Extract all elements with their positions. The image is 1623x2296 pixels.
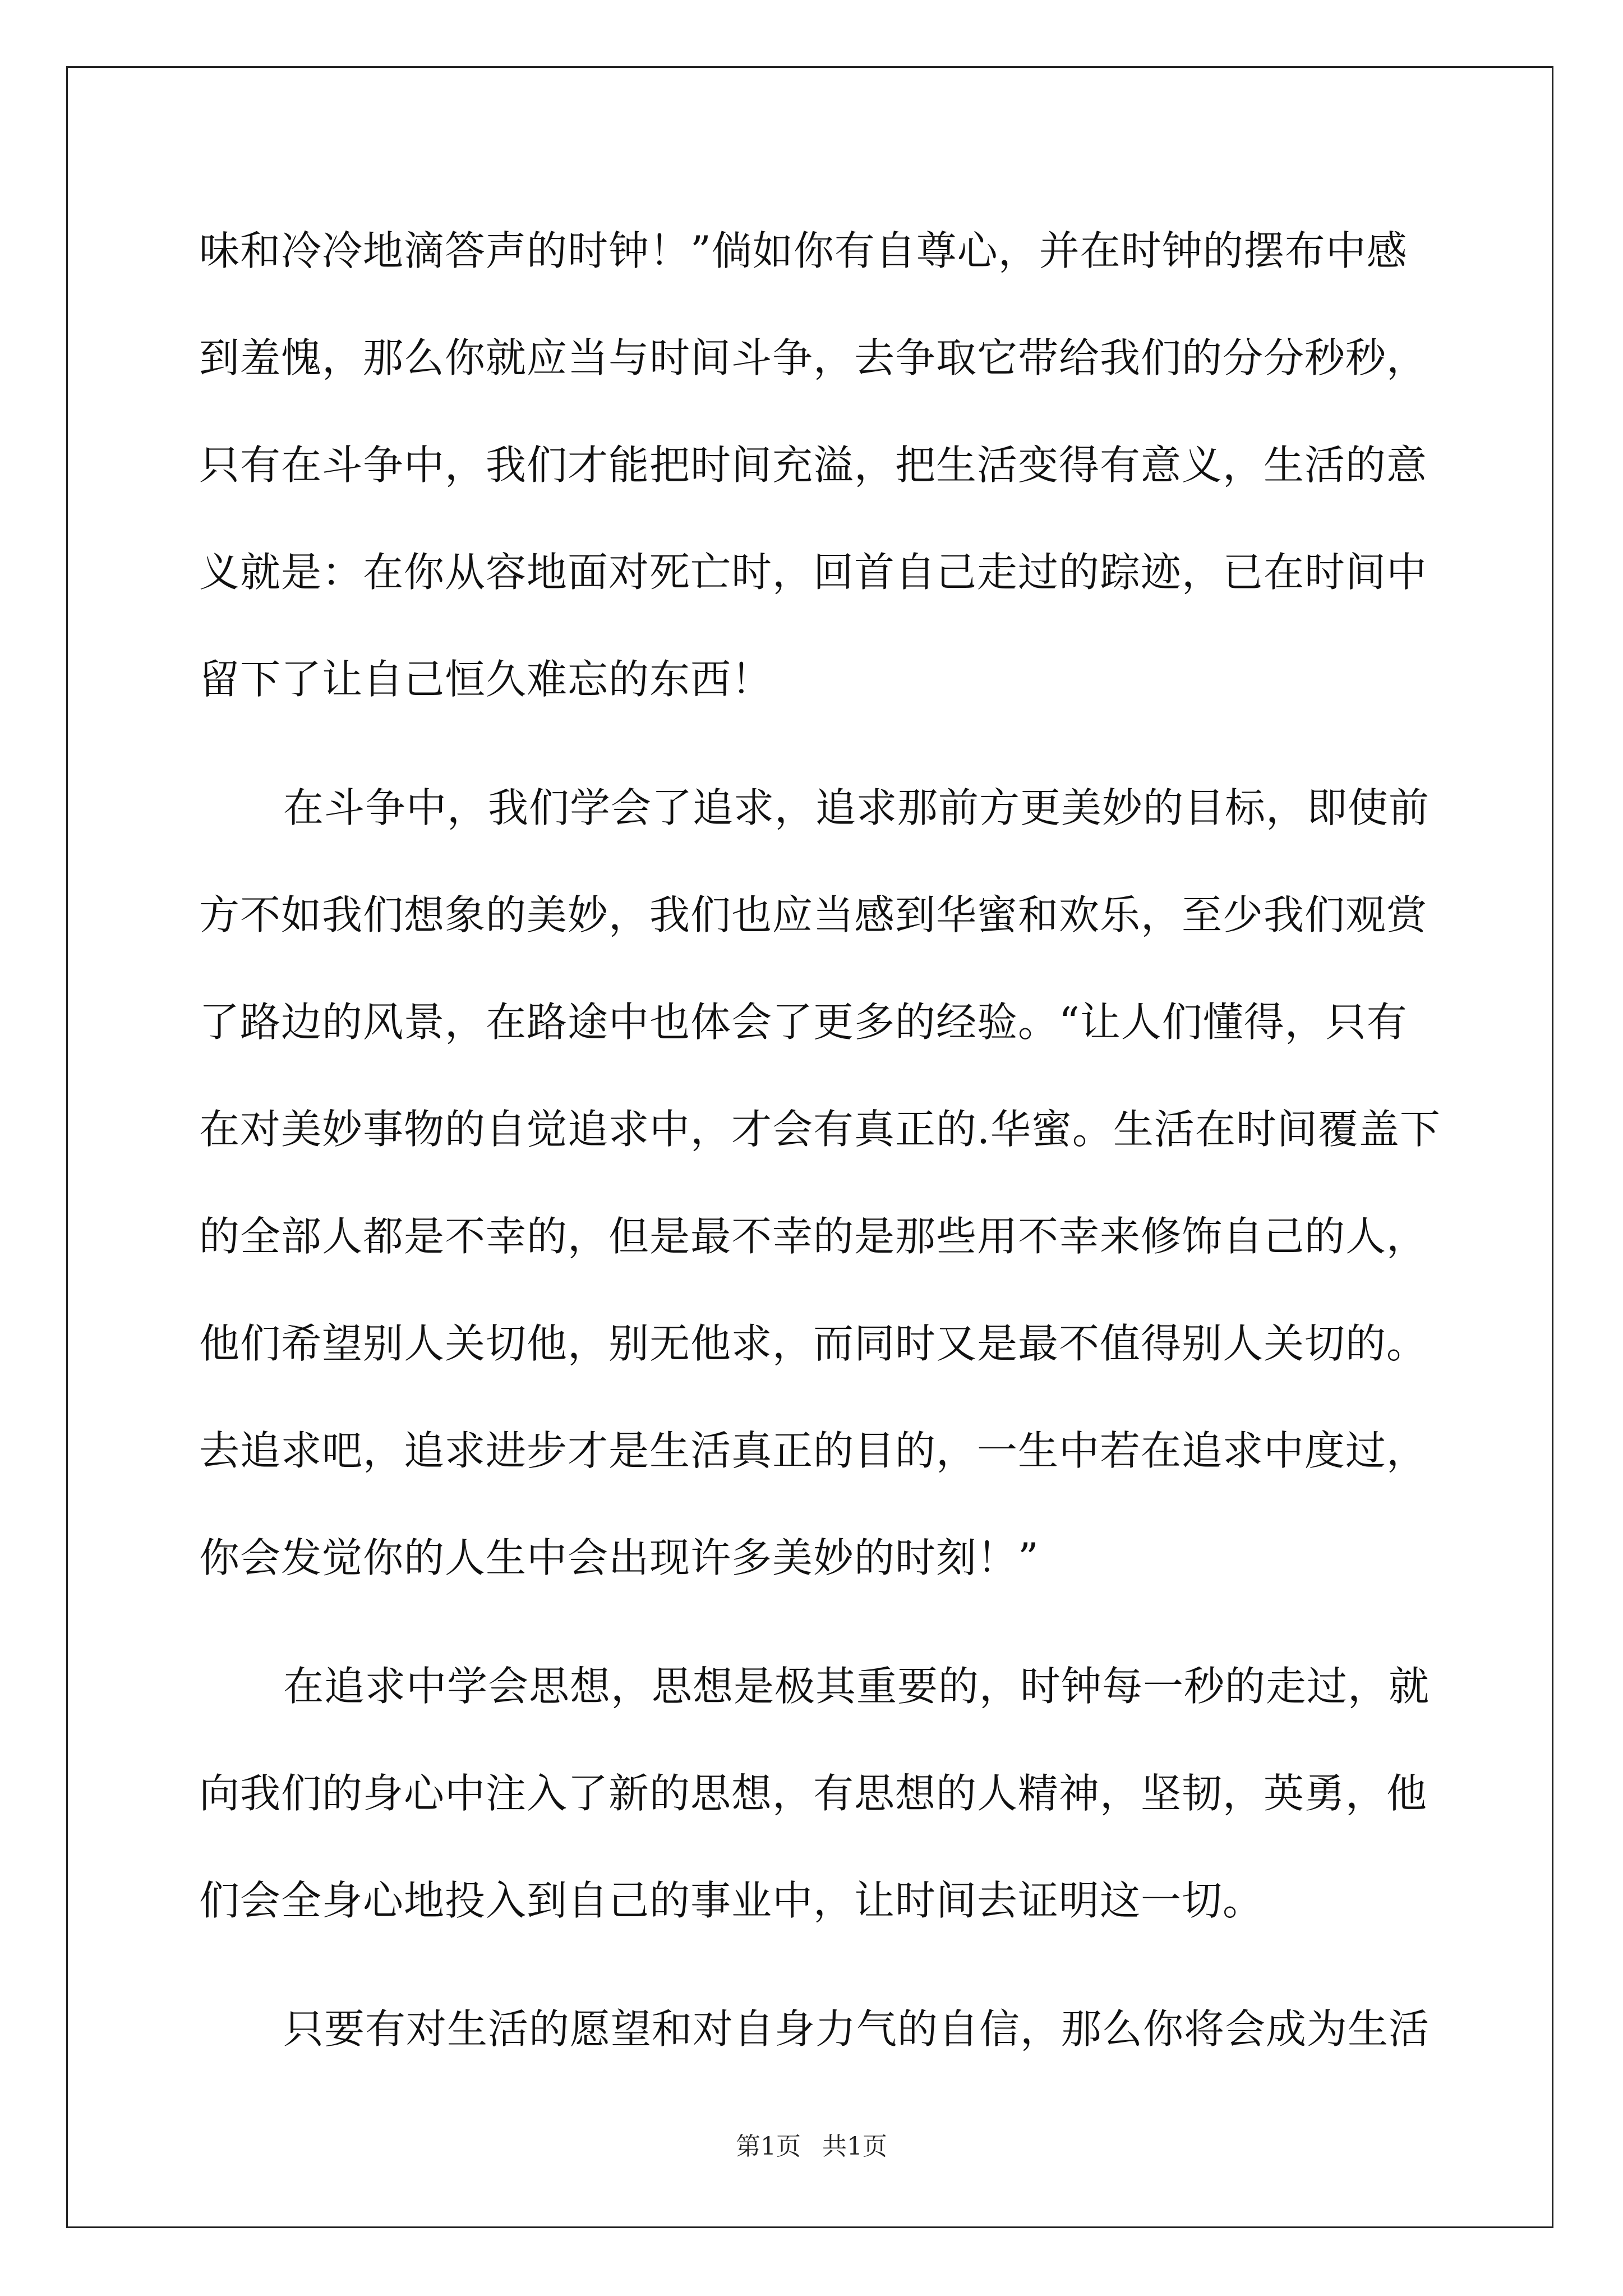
text-line: 只有在斗争中，我们才能把时间充溢，把生活变得有意义，生活的意 — [199, 441, 1428, 489]
text-line: 了路边的风景，在路途中也体会了更多的经验。“让人们懂得，只有 — [199, 999, 1408, 1046]
text-line: 在对美妙事物的自觉追求中，才会有真正的.华蜜。生活在时间覆盖下 — [199, 1106, 1441, 1153]
text-line: 去追求吧，追求进步才是生活真正的目的，一生中若在追求中度过， — [199, 1427, 1428, 1474]
text-line: 们会全身心地投入到自己的事业中，让时间去证明这一切。 — [199, 1877, 1264, 1924]
text-line: 到羞愧，那么你就应当与时间斗争，去争取它带给我们的分分秒秒， — [199, 334, 1428, 381]
text-line: 在追求中学会思想，思想是极其重要的，时钟每一秒的走过，就 — [283, 1663, 1430, 1710]
page-footer — [0, 2126, 1623, 2162]
document-body — [199, 197, 1441, 2083]
page-number: 第1页 — [736, 2132, 801, 2161]
text-line: 只要有对生活的愿望和对自身力气的自信，那么你将会成为生活 — [283, 2005, 1430, 2053]
text-line: 方不如我们想象的美妙，我们也应当感到华蜜和欢乐，至少我们观赏 — [199, 891, 1428, 938]
page-total: 共1页 — [822, 2132, 887, 2161]
text-line: 义就是：在你从容地面对死亡时，回首自己走过的踪迹，已在时间中 — [199, 549, 1428, 596]
text-line: 味和冷冷地滴答声的时钟！”倘如你有自尊心，并在时钟的摆布中感 — [199, 227, 1408, 274]
text-line: 的全部人都是不幸的，但是最不幸的是那些用不幸来修饰自己的人， — [199, 1213, 1428, 1260]
text-line: 向我们的身心中注入了新的思想，有思想的人精神，坚韧，英勇，他 — [199, 1770, 1428, 1817]
text-line: 他们希望别人关切他，别无他求，而同时又是最不值得别人关切的。 — [199, 1320, 1428, 1367]
text-line: 在斗争中，我们学会了追求，追求那前方更美妙的目标，即使前 — [283, 784, 1430, 831]
text-line: 留下了让自己恒久难忘的东西！ — [199, 656, 773, 703]
text-line: 你会发觉你的人生中会出现许多美妙的时刻！” — [199, 1534, 1039, 1581]
